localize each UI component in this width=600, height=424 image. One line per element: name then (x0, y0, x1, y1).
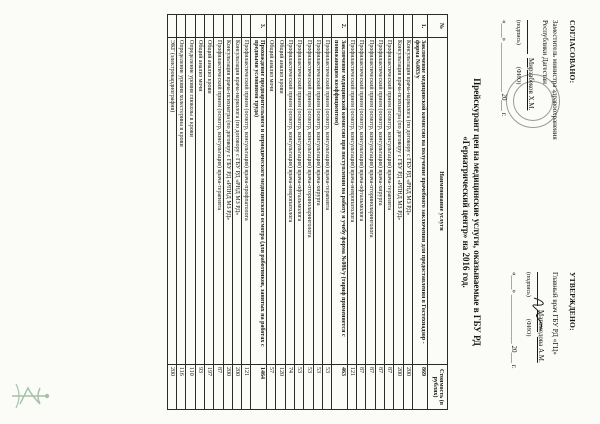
row-price: 53 (294, 365, 303, 410)
row-number (366, 15, 375, 38)
row-number (267, 15, 276, 38)
row-service-name: Профилактический прием (осмотр, консультация) врача-терапевта (322, 38, 331, 365)
table-row (294, 15, 303, 410)
table-row (177, 15, 186, 410)
row-service-name: Профилактический прием (осмотр, консультация) врача-хирурга (375, 38, 384, 365)
approval-left-name-caption: (ФИО) (515, 66, 522, 85)
row-price: 200 (223, 365, 232, 410)
row-price: 121 (242, 365, 251, 410)
document-heading (460, 20, 482, 404)
row-number (347, 15, 356, 38)
row-service-name: Консультация врача-психиатра (по договору с ГБУ РД «РПНД МЗ РД» (394, 38, 403, 365)
row-price: 869 (412, 365, 428, 410)
table-row (267, 15, 276, 410)
row-service-name: Общий анализ крови (204, 38, 213, 365)
row-price: 53 (313, 365, 322, 410)
table-row (167, 15, 176, 410)
table-row (186, 15, 195, 410)
row-service-name: Профилактический прием (осмотр, консультация) врача-оториноларинголога (304, 38, 313, 365)
row-service-name: Профилактический прием (осмотр, консультация) врача-офтальмолога (294, 38, 303, 365)
caduceus-logo-icon (8, 376, 52, 416)
row-number (195, 15, 204, 38)
row-service-name: Определение уровня холестерина в крови (177, 38, 186, 365)
row-service-name: Профилактический прием (осмотр, консультация) врача-офтальмолога (357, 38, 366, 365)
heading-line-1: Прейскурант цен на медицинские услуги, оказываемые в ГБУ РД (472, 78, 482, 346)
row-service-name: Профилактический прием (осмотр, консультация) врача-невропатолога (285, 38, 294, 365)
row-price: 93 (195, 365, 204, 410)
approval-left-organization: Республики Дагестан (541, 20, 550, 84)
row-price: 87 (375, 365, 384, 410)
row-number (294, 15, 303, 38)
approval-left-title: СОГЛАСОВАНО: (568, 20, 577, 84)
row-price: 116 (177, 365, 186, 410)
row-price: 200 (394, 365, 403, 410)
table-row (214, 15, 223, 410)
price-table-body (167, 15, 428, 410)
row-service-name: Общий анализ мочи (195, 38, 204, 365)
row-price: 120 (276, 365, 285, 410)
row-price: 110 (186, 365, 195, 410)
row-service-name: Консультация врача-нарколога (по договору с ГБУ РД «РНД МЗ РД» (403, 38, 412, 365)
row-price: 200 (167, 365, 176, 410)
row-price: 87 (366, 365, 375, 410)
table-row (204, 15, 213, 410)
table-row (276, 15, 285, 410)
approval-left-block (500, 20, 576, 160)
row-number (394, 15, 403, 38)
row-service-name: ЭКГ (электрокардиография) (167, 38, 176, 365)
row-service-name: Профилактический прием (осмотр, консультация) врача-оториноларинголога (366, 38, 375, 365)
row-service-name: Консультация врача-нарколога (по договору с ГБУ РД «РНД МЗ РД» (232, 38, 241, 365)
table-row (357, 15, 366, 410)
row-service-name: Заключение медицинской комиссии при поступлении на работу и учебу форма №086/у (тариф применяется с понижающим коэффициентом) (332, 38, 348, 365)
row-number (304, 15, 313, 38)
column-header-service: Наименование услуги (428, 38, 448, 365)
column-header-number: № (428, 15, 448, 38)
row-number (214, 15, 223, 38)
row-price: 87 (384, 365, 393, 410)
table-row (366, 15, 375, 410)
row-price: 57 (267, 365, 276, 410)
table-row (223, 15, 232, 410)
table-row (313, 15, 322, 410)
row-service-name: Прохождение предварительного и периодического медицинского осмотра (для работников, занятых на работах с вредными условиями труда) (251, 38, 267, 365)
row-price: 87 (214, 365, 223, 410)
approval-right-position: Главный врач ГБУ РД «ГЦ» (551, 272, 560, 355)
row-service-name: Профилактический прием (осмотр, консультация) врача-профпатолога (242, 38, 251, 365)
row-number (177, 15, 186, 38)
row-number (242, 15, 251, 38)
row-service-name: Консультация врача-психиатра (по договору с ГБУ РД «РПНД МЗ РД» (223, 38, 232, 365)
approval-right-name-caption: (ФИО) (525, 318, 532, 337)
table-group-row (412, 15, 428, 410)
column-header-price: Стоимость (в рублях) (428, 365, 448, 410)
table-row (322, 15, 331, 410)
row-number (403, 15, 412, 38)
approval-right-signer: Магомедова А.М. (537, 310, 546, 363)
row-price: 121 (347, 365, 356, 410)
row-number (375, 15, 384, 38)
row-number (223, 15, 232, 38)
price-table (167, 14, 448, 410)
heading-line-2: «Гериатрический центр» на 2016 год. (461, 136, 472, 288)
row-price: 53 (304, 365, 313, 410)
row-service-name: Определение уровня глюкозы в крови (186, 38, 195, 365)
row-number (357, 15, 366, 38)
row-number (204, 15, 213, 38)
row-number (232, 15, 241, 38)
table-row (375, 15, 384, 410)
row-service-name: Профилактический прием (осмотр, консультация) врача-терапевта (214, 38, 223, 365)
approval-left-signer: Мирзабеков Х.М. (527, 58, 536, 111)
row-service-name: Профилактический прием (осмотр, консультация) врача-терапевта (384, 38, 393, 365)
row-service-name: Общий анализ крови (276, 38, 285, 365)
row-price: 463 (332, 365, 348, 410)
row-price: 1464 (251, 365, 267, 410)
approval-right-title: УТВЕРЖДЕНО: (568, 272, 577, 331)
row-service-name: Профилактический прием (осмотр, консультация) врача-хирурга (313, 38, 322, 365)
row-number (167, 15, 176, 38)
approval-left-position: Заместитель министра здравоохранения (551, 20, 560, 140)
approval-right-date: «____» ______________ 20___ г. (510, 272, 519, 369)
row-price: 200 (232, 365, 241, 410)
table-row (394, 15, 403, 410)
table-row (347, 15, 356, 410)
row-price: 197 (204, 365, 213, 410)
row-number: 2. (332, 15, 348, 38)
table-row (384, 15, 393, 410)
row-price: 74 (285, 365, 294, 410)
table-row (232, 15, 241, 410)
row-number (276, 15, 285, 38)
row-service-name: Заключение медицинской комиссии на получение врачебного заключения для предоставления в Гостехнадзор - форма №083/у (412, 38, 428, 365)
table-group-row (332, 15, 348, 410)
approval-left-signature-line (527, 20, 535, 54)
row-number (186, 15, 195, 38)
row-number: 1. (412, 15, 428, 38)
approval-left-signature-caption: (подпись) (515, 20, 522, 45)
approval-right-signature-line (537, 272, 545, 306)
row-price: 200 (403, 365, 412, 410)
approval-right-signature-caption: (подпись) (525, 272, 532, 297)
table-row (195, 15, 204, 410)
row-number (313, 15, 322, 38)
approval-left-date: «____» ______________ 20___ г. (500, 20, 509, 117)
table-row (304, 15, 313, 410)
price-table-header (428, 15, 448, 410)
row-service-name: Общий анализ мочи (267, 38, 276, 365)
row-number (322, 15, 331, 38)
row-number (384, 15, 393, 38)
table-row (285, 15, 294, 410)
approval-right-block (510, 272, 576, 412)
table-group-row (251, 15, 267, 410)
row-number (285, 15, 294, 38)
table-row (403, 15, 412, 410)
row-price: 87 (357, 365, 366, 410)
row-number: 3. (251, 15, 267, 38)
row-service-name: Профилактический прием (осмотр, консультация) врача-невропатолога (347, 38, 356, 365)
table-row (242, 15, 251, 410)
row-price: 53 (322, 365, 331, 410)
